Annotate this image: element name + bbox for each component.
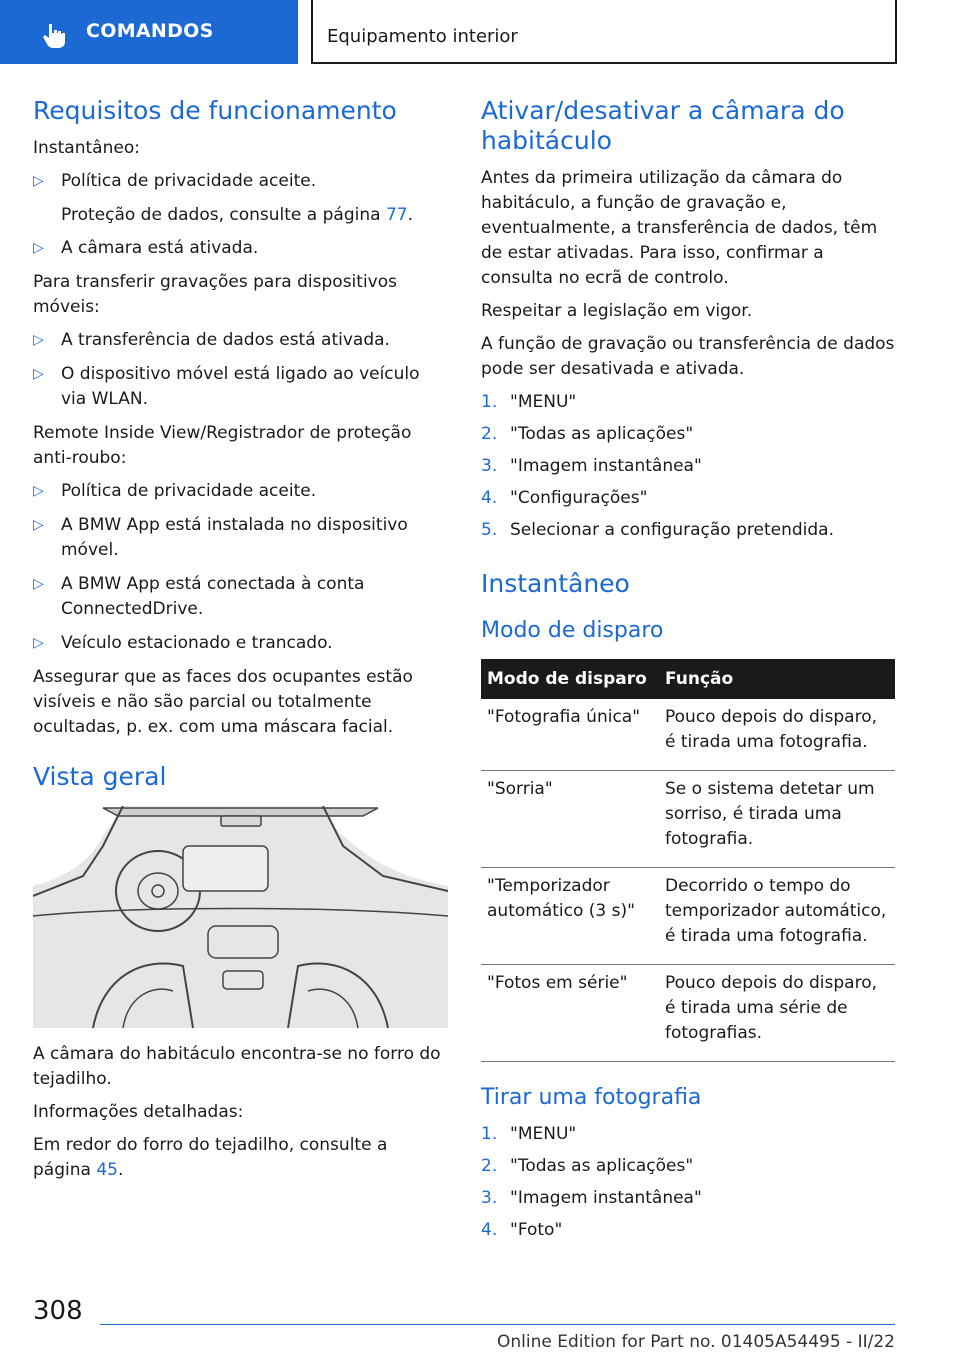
bullet-triangle-icon: ▷ xyxy=(33,576,44,592)
table-row: "Temporizador automático (3 s)" Decorrido o tempo do temporizador automático, é tirada uma fotografia. xyxy=(481,868,895,965)
interior-camera-illustration xyxy=(33,806,448,1028)
bullet-triangle-icon: ▷ xyxy=(33,240,44,256)
list-item: ▷ A BMW App está instalada no dispositivo móvel. xyxy=(33,515,408,560)
step-item: 1. "MENU" xyxy=(481,1124,577,1144)
table-header: Função xyxy=(659,659,895,699)
chapter-title: Equipamento interior xyxy=(327,26,518,47)
step-item: 2. "Todas as aplicações" xyxy=(481,424,694,444)
activate-heading: Ativar/desativar a câmara do habitáculo xyxy=(481,96,845,155)
left-column xyxy=(33,96,448,1191)
step-item: 1. "MENU" xyxy=(481,392,577,412)
bullet-triangle-icon: ▷ xyxy=(33,332,44,348)
step-item: 4. "Configurações" xyxy=(481,488,648,508)
list-item: ▷ A câmara está ativada. xyxy=(33,236,448,261)
details-label: Informações detalhadas: xyxy=(33,1102,244,1122)
bullet-triangle-icon: ▷ xyxy=(33,483,44,499)
section-tab xyxy=(0,0,298,64)
bullet-triangle-icon: ▷ xyxy=(33,517,44,533)
activate-steps xyxy=(481,390,895,543)
overview-heading: Vista geral xyxy=(33,762,167,791)
table-row: "Fotografia única" Pouco depois do disparo, é tirada uma fotografia. xyxy=(481,699,895,771)
activate-p1: Antes da primeira utilização da câmara do habitáculo, a função de gravação e, eventualmente, a transferência de dados, têm de estar ativadas. Para isso, confirmar a consulta no ecrã de controlo. xyxy=(481,168,878,288)
list-item: ▷ Veículo estacionado e trancado. xyxy=(33,631,448,656)
snapshot-heading: Instantâneo xyxy=(481,569,630,598)
section-title: COMANDOS xyxy=(86,20,214,42)
bullet-triangle-icon: ▷ xyxy=(33,366,44,382)
bullet-triangle-icon: ▷ xyxy=(33,635,44,651)
step-item: 3. "Imagem instantânea" xyxy=(481,456,702,476)
shooting-mode-heading: Modo de disparo xyxy=(481,618,664,643)
page-link[interactable]: 45 xyxy=(96,1160,118,1180)
list-item: ▷ A transferência de dados está ativada. xyxy=(33,328,448,353)
details-reference: Em redor do forro do tejadilho, consulte a página 45. xyxy=(33,1135,388,1180)
page-number: 308 xyxy=(33,1296,83,1326)
chapter-tab xyxy=(311,0,897,64)
step-item: 4. "Foto" xyxy=(481,1220,563,1240)
table-header: Modo de disparo xyxy=(481,659,659,699)
snapshot-intro: Instantâneo: xyxy=(33,138,140,158)
hand-pointer-icon xyxy=(40,22,66,52)
activate-p2: Respeitar a legislação em vigor. xyxy=(481,301,753,321)
bullet-triangle-icon: ▷ xyxy=(33,173,44,189)
list-item: ▷ O dispositivo móvel está ligado ao veículo via WLAN. xyxy=(33,364,420,409)
shooting-mode-table xyxy=(481,659,895,1062)
ensure-text: Assegurar que as faces dos ocupantes estão visíveis e não são parcial ou totalmente ocultadas, p. ex. com uma máscara facial. xyxy=(33,667,413,737)
step-item: 5. Selecionar a configuração pretendida. xyxy=(481,520,834,540)
right-column xyxy=(481,96,895,1255)
remote-intro: Remote Inside View/Registrador de proteção anti-roubo: xyxy=(33,423,412,468)
take-photo-steps xyxy=(481,1122,895,1243)
activate-p3: A função de gravação ou transferência de dados pode ser desativada e ativada. xyxy=(481,334,895,379)
overview-caption: A câmara do habitáculo encontra-se no forro do tejadilho. xyxy=(33,1044,441,1089)
edition-footer: Online Edition for Part no. 01405A54495 - II/22 xyxy=(496,1332,895,1352)
take-photo-heading: Tirar uma fotografia xyxy=(481,1085,702,1110)
step-item: 3. "Imagem instantânea" xyxy=(481,1188,702,1208)
list-item: ▷ Política de privacidade aceite. xyxy=(33,479,448,504)
table-row: "Fotos em série" Pouco depois do disparo, é tirada uma série de fotografias. xyxy=(481,965,895,1062)
list-item: ▷ A BMW App está conectada à conta ConnectedDrive. xyxy=(33,574,365,619)
footer-divider xyxy=(100,1324,895,1325)
privacy-reference: Proteção de dados, consulte a página 77. xyxy=(61,205,413,225)
list-item: ▷ Política de privacidade aceite. xyxy=(33,169,448,194)
page-link[interactable]: 77 xyxy=(385,205,408,225)
requirements-heading: Requisitos de funcionamento xyxy=(33,96,397,125)
step-item: 2. "Todas as aplicações" xyxy=(481,1156,694,1176)
transfer-intro: Para transferir gravações para dispositivos móveis: xyxy=(33,272,397,317)
table-row: "Sorria" Se o sistema detetar um sorriso, é tirada uma fotografia. xyxy=(481,771,895,868)
